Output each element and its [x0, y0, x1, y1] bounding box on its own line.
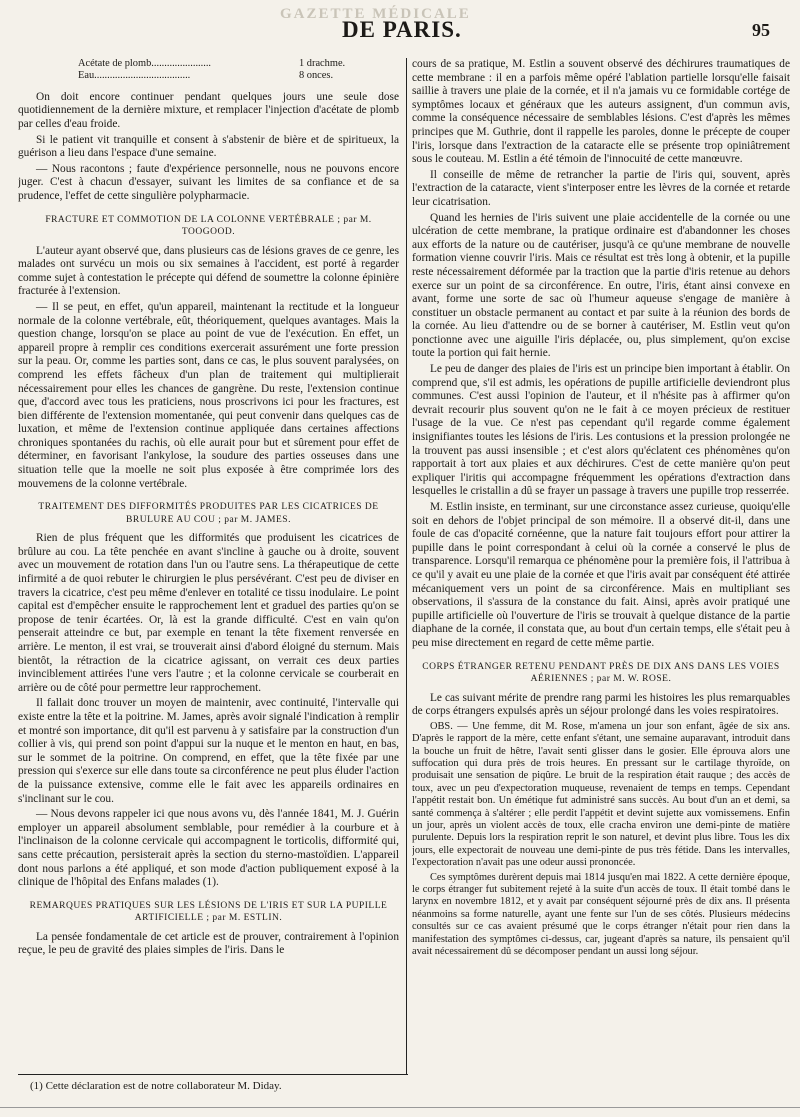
- paragraph: Rien de plus fréquent que les difformités que produisent les cicatrices de brûlure au cou. La tête penchée en avant s'incline à gauche ou à droite, souvent avec un mouvement de rotation dans l'un ou l'autre sens. La thérapeutique de cette infirmité a de quoi rebuter le chirurgien le plus persévérant. C'est peu de diviser en travers la cicatrice, c'est peu même d'enlever en totalité ce tissu inodulaire. Le point capital est d'empêcher ensuite le rapprochement lent et graduel des parties qu'on se propose de tenir écartées. Or, là est la grande difficulté. C'est en vain qu'on penserait atteindre ce but, par exemple en tenant la tête fixement renversée en arrière. Le menton, il est vrai, se trouverait ainsi d'abord éloigné du sternum. Mais bientôt, la rétraction de la cicatrice agissant, on verrait ces deux parties invinciblement attirées l'une vers l'autre ; et la colonne cervicale se courberait en arrière ou de côté pour permettre leur rapprochement.: [18, 532, 399, 694]
- bleed-through-title: GAZETTE MÉDICALE: [280, 6, 471, 22]
- paragraph: — Nous devons rappeler ici que nous avons vu, dès l'année 1841, M. J. Guérin employer un appareil absolument semblable, pour remédier à la courbure et à l'inclinaison de la colonne cervicale qui accompagnent le torticolis, difformité qui, sans cette précaution, persisterait après la section du sterno-mastoïdien. L'appareil dont nous parlons a été appliqué, et son mode d'action publiquement exposé à la clinique de l'hôpital des Enfans malades (1).: [18, 808, 399, 889]
- paragraph: — Il se peut, en effet, qu'un appareil, maintenant la rectitude et la longueur normale de la colonne vertébrale, eût, théoriquement, quelques avantages. Mais la question change, lorsqu'on se place au point de vue de l'exécution. En effet, un appareil propre à remplir ces conditions exercerait assurément une forte pression sur la peau. Or, comme les parties sont, dans ce cas, le plus souvent paralysées, on comprend les effets fâcheux d'un plan de traitement qui multiplierait nécessairement pour elles les chances de gangrène. Du reste, l'extension continue que, d'accord avec tous les praticiens, nous proscrivons ici pour les fractures, est bien différente de l'extension momentanée, qui peut convenir dans quelques cas de luxation, et même de l'extension continue appliquée dans certaines affections chroniques spontanées du rachis, où elle aurait pour but et sûrement pour effet de déterminer, en favorisant l'ankylose, la soudure des parties osseuses dans une situation telle que la moelle ne soit plus exposée à être comprimée lors des mouvemens de la colonne vertébrale.: [18, 300, 399, 490]
- page-number: 95: [752, 20, 770, 40]
- prescription-item: Acétate de plomb.......................: [78, 58, 212, 69]
- paragraph: — Nous racontons ; faute d'expérience personnelle, nous ne pouvons encore juger. C'est à chacun d'essayer, suivant les limites de sa confiance et de sa prudence, l'effet de cette singulière polypharmacie.: [18, 162, 399, 202]
- left-column: [18, 58, 407, 1074]
- footnote-rule: [18, 1074, 408, 1075]
- footnote: (1) Cette déclaration est de notre collaborateur M. Diday.: [30, 1080, 282, 1092]
- observation-paragraph: OBS. — Une femme, dit M. Rose, m'amena un jour son enfant, âgée de six ans. D'après le rapport de la mère, cette enfant s'étant, une semaine auparavant, introduit dans la bouche un fruit de hêtre, l'avait senti glisser dans le gosier. Elle éprouva alors une suffocation qui dura près de trois heures. En pressant sur le cartilage thyroïde, on produisait une sensation de piqûre. Le bruit de la respiration était rauque ; des accès de toux, avec un peu d'expectoration muqueuse, revenaient de temps en temps. Cependant l'appétit restait bon. Un émétique fut administré sans succès. Au bout d'un an et demi, sa santé commença à s'altérer ; elle perdit l'appétit et devint sujette aux vomissemens. Enfin un jour, après un violent accès de toux, elle cracha environ une demi-pinte de matière purulente. Depuis lors la respiration reprit le son naturel, et devint plus libre. Tous les dix jours, elle expectorait de nouveau une demi-pinte de pus très fétide. Dans les intervalles, l'expectoration n'avait pas une odeur aussi prononcée.: [412, 720, 790, 869]
- prescription-item: Eau.....................................: [78, 70, 191, 82]
- paragraph: L'auteur ayant observé que, dans plusieurs cas de lésions graves de ce genre, les malades ont survécu un mois ou six semaines à l'accident, est porté à regarder comme sujet à contestation le précepte qui défend de soumettre la colonne épinière fracturée à l'extension.: [18, 244, 399, 298]
- article-heading: CORPS ÉTRANGER RETENU PENDANT PRÈS DE DIX ANS DANS LES VOIES AÉRIENNES ; par M. W. ROSE.: [422, 661, 780, 685]
- right-column: [412, 58, 790, 1074]
- paragraph: Il conseille de même de retrancher la partie de l'iris qui, souvent, après l'extraction de la cataracte, vient s'interposer entre les lèvres de la cornée et retarde leur cicatrisation.: [412, 168, 790, 208]
- observation-paragraph: Ces symptômes durèrent depuis mai 1814 jusqu'en mai 1822. A cette dernière époque, le corps étranger fut subitement rejeté à la suite d'un accès de toux. Il était tombé dans le larynx en novembre 1812, et y avait par conséquent séjourné près de dix ans. Il présenta néanmoins sa forme naturelle, ayant une fente sur l'un de ses côtés. Plusieurs médecins consultés sur ce cas avaient présumé que le corps étranger n'était pour rien dans la manifestation des symptômes ci-dessus, car, jugeant d'après sa nature, ils pensaient qu'il avait nécessairement dû se décomposer pendant un aussi long séjour.: [412, 871, 790, 958]
- paragraph: On doit encore continuer pendant quelques jours une seule dose quotidiennement de la dernière mixture, et remplacer l'injection d'acétate de plomb par celles d'eau froide.: [18, 90, 399, 130]
- paragraph: Le cas suivant mérite de prendre rang parmi les histoires les plus remarquables de corps étrangers expulsés après un séjour prolongé dans les voies respiratoires.: [412, 691, 790, 718]
- article-heading: REMARQUES PRATIQUES SUR LES LÉSIONS DE L'IRIS ET SUR LA PUPILLE ARTIFICIELLE ; par M. ESTLIN.: [29, 900, 388, 924]
- page-header: [0, 0, 800, 40]
- page-bottom-rule: [0, 1107, 800, 1108]
- paragraph: cours de sa pratique, M. Estlin a souvent observé des déchirures traumatiques de cette membrane : il en a parfois même opéré l'ablation partielle lorsqu'elle faisait saillie à travers une plaie de la cornée, et il n'a jamais vu ce formidable cortége de symptômes locaux et généraux que les auteurs assignent, d'un commun avis, comme la conséquence nécessaire de semblables lésions. C'est d'après les mêmes principes que M. Guthrie, dont il rappelle les paroles, donne le précepte de couper l'iris, lorsque dans l'extraction de la cataracte elle se présente trop opiniâtrement sous le couteau. M. Estlin a été témoin de l'innocuité de cette manœuvre.: [412, 58, 790, 166]
- article-heading: FRACTURE ET COMMOTION DE LA COLONNE VERTÉBRALE ; par M. TOOGOOD.: [45, 214, 372, 238]
- paragraph: La pensée fondamentale de cet article est de prouver, contrairement à l'opinion reçue, le peu de gravité des plaies simples de l'iris. Dans le: [18, 930, 399, 957]
- paragraph: Le peu de danger des plaies de l'iris est un principe bien important à établir. On comprend que, s'il est admis, les opérations de pupille artificielle deviendront plus communes. C'est aussi l'opinion de l'auteur, et il n'hésite pas à affirmer qu'on devrait recourir plus souvent qu'on ne le fait à ce moyen précieux de restituer l'usage de la vue. Ce n'est pas cependant qu'il regarde comme également insignifiantes toutes les lésions de l'iris. Les contusions et la pression prolongée ne la trouvent pas aussi insensible ; et c'est alors qu'éclatent ces phénomènes qu'on rapportait à tort aux plaies et aux déchirures. C'est de cette manière qu'on peut expliquer l'iritis qui accompagne fréquemment les opérations d'extraction dans lesquelles le cristallin a dû se frayer un passage à travers une pupille trop resserrée.: [412, 363, 790, 498]
- article-heading: TRAITEMENT DES DIFFORMITÉS PRODUITES PAR LES CICATRICES DE BRULURE AU COU ; par M. JAMES.: [38, 502, 379, 525]
- paragraph: Si le patient vit tranquille et consent à s'abstenir de bière et de spiritueux, la guérison a lieu dans l'espace d'une semaine.: [18, 133, 399, 160]
- paragraph: M. Estlin insiste, en terminant, sur une circonstance assez curieuse, quoiqu'elle soit en dehors de l'objet principal de son mémoire. Il a observé dit-il, dans une foule de cas d'opacité cornéenne, que la nature fait toujours effort pour attirer la pupille dans le point correspondant à celui où la cornée a conservé le plus de transparence. Lorsqu'il remarqua ce phénomène pour la première fois, il l'attribua à ce qu'il y avait eu une plaie de la cornée et que l'iris avait par conséquent été attirée mécaniquement vers un point de sa circonférence. Mais en multipliant ses observations, il s'assura de la constance du fait. Ainsi, après avoir pratiqué une pupille artificielle où l'ouverture de l'iris se trouvait à quelque distance de la partie diaphane de la cornée, il constata que, au bout d'un certain temps, elle s'était peu à peu mise directement en regard de cette même partie.: [412, 501, 790, 649]
- page-title: DE PARIS.: [342, 17, 462, 42]
- prescription-quantity: 1 drachme.: [299, 58, 346, 69]
- prescription-quantity: 8 onces.: [299, 70, 334, 82]
- paragraph: Il fallait donc trouver un moyen de maintenir, avec continuité, l'intervalle qui existe entre la tête et la poitrine. M. James, après avoir signalé l'indication à remplir et montré son importance, dit qu'il est parvenu à y satisfaire par la construction d'un collier à vis, qui prend son point d'appui sur la nuque et le menton en haut, en bas, sur le sommet de la poitrine. On comprend, en effet, que la tête fixée par une pression qui s'exerce sur elle dans toute sa circonférence ne peut plus éluder l'action de la puissance extensive, comme elle le fait avec les appareils ordinaires en s'inclinant sur le cou.: [18, 697, 399, 805]
- prescription-line-1: [78, 58, 399, 70]
- prescription-line-2: [78, 70, 399, 82]
- paragraph: Quand les hernies de l'iris suivent une plaie accidentelle de la cornée ou une ulcération de cette membrane, la pratique ordinaire est d'abandonner les choses aux efforts de la nature ou de cautériser, jusqu'à ce qu'une membrane de nouvelle formation vienne couvrir l'iris. Mais ce résultat est très long à obtenir, et la pupille reste nécessairement déformée par la traction que la partie d'iris retenue au dehors exerce sur un point de sa circonférence. En outre, l'iris, étant ainsi convexe en avant, forme une sorte de sac où l'humeur aqueuse s'engage de manière à constituer un obstacle permanent au contact et par suite à la réunion des bords de la cornée. Au lieu d'attendre ou de se borner à cautériser, M. Estlin veut qu'on ponctionne avec une aiguille l'iris déplacée, ou, plus simplement, qu'on excise toute la portion qui fait hernie.: [412, 211, 790, 360]
